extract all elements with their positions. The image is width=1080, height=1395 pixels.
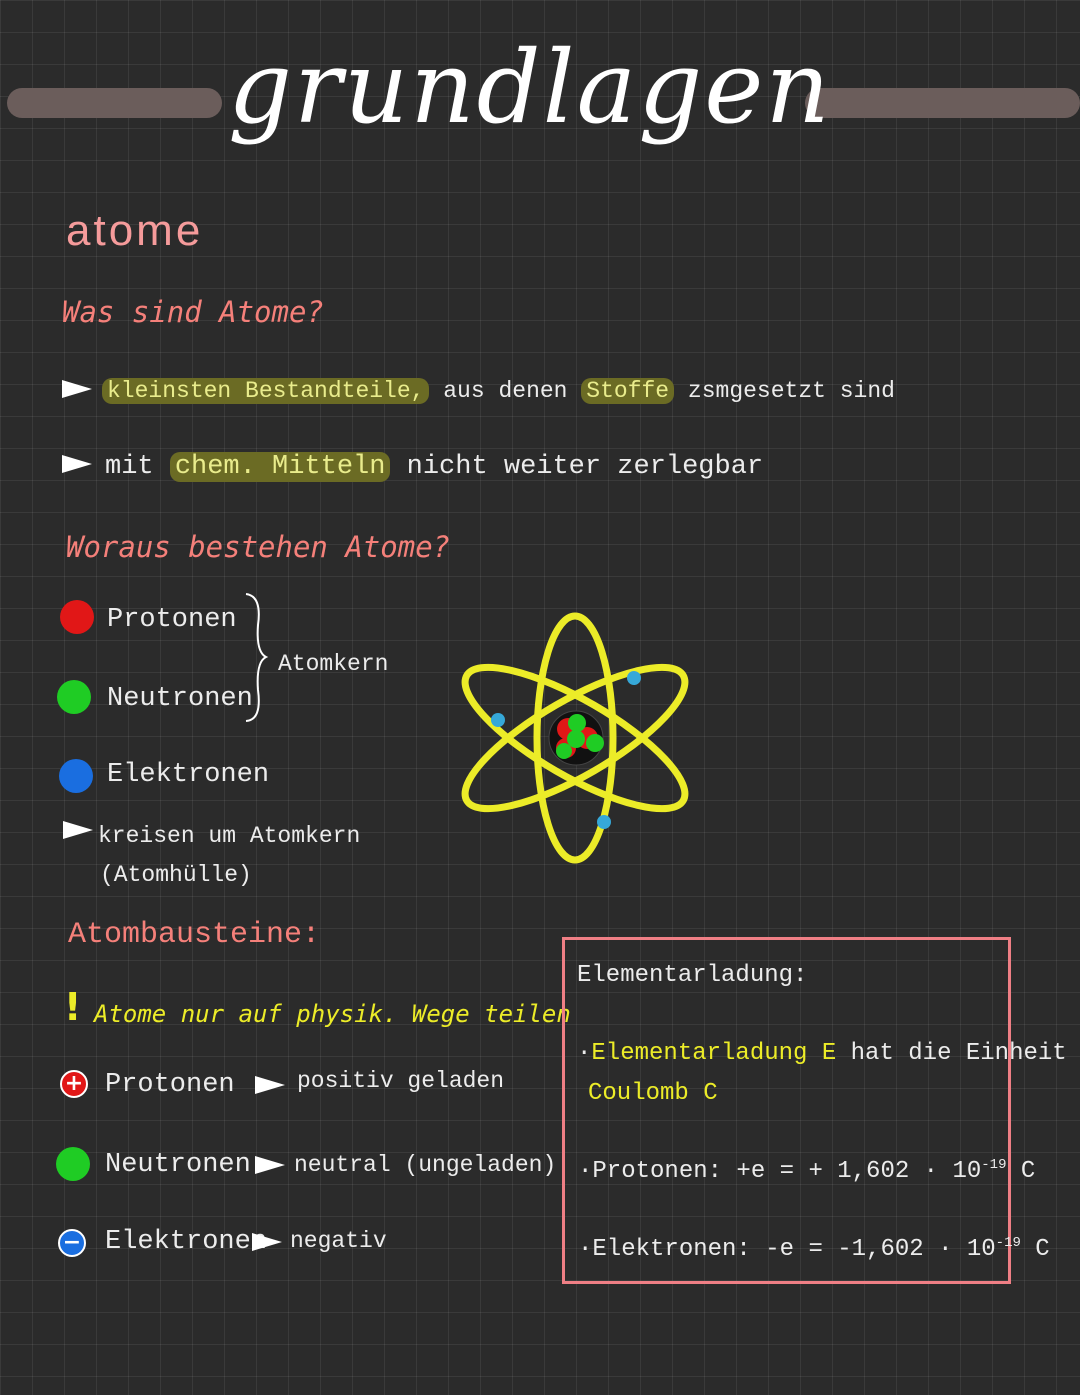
nucleus-neutron-1: [568, 714, 586, 732]
orbit-electron-1: [491, 713, 505, 727]
electron-charge-unit: C: [1020, 1236, 1050, 1263]
highlight-chem-mitteln: chem. Mitteln: [170, 452, 391, 482]
title-bar-left: [7, 88, 222, 118]
bullet-text-2: [105, 452, 763, 482]
highlight-bestandteile: kleinsten Bestandteile,: [102, 378, 429, 404]
label-protonen: Protonen: [107, 605, 237, 635]
proton-charge-exponent: -19: [981, 1157, 1007, 1173]
label-atomkern: Atomkern: [278, 651, 389, 677]
bullet-arrow-1: [62, 380, 92, 398]
text-mit: mit: [105, 452, 170, 482]
desc-negativ: negativ: [290, 1228, 387, 1254]
desc-neutral: neutral (ungeladen): [294, 1152, 557, 1178]
nucleus-neutron-3: [586, 734, 604, 752]
electron-dot: [59, 759, 93, 793]
box-line-1-highlight: Elementarladung E: [591, 1040, 837, 1067]
proton-charge-unit: C: [1006, 1158, 1036, 1185]
box-line-2: Coulomb C: [588, 1080, 718, 1107]
section-heading: atome: [66, 206, 204, 255]
bullet-arrow-3: [63, 821, 93, 839]
title-bar-right: [805, 88, 1080, 118]
plus-sign-icon: +: [60, 1070, 88, 1098]
bausteine-neutronen: Neutronen: [105, 1150, 251, 1180]
question-woraus-bestehen: Woraus bestehen Atome?: [66, 530, 451, 564]
curly-brace: [242, 590, 272, 725]
box-heading: Elementarladung:: [577, 962, 808, 989]
text-zsmgesetzt: zsmgesetzt sind: [674, 378, 895, 404]
box-electron-line: [578, 1235, 1050, 1263]
orbit-note-1: kreisen um Atomkern: [98, 823, 361, 849]
text-nicht-zerlegbar: nicht weiter zerlegbar: [390, 452, 764, 482]
box-line-1-end: hat die Einheit: [836, 1040, 1067, 1067]
orbit-electron-3: [597, 815, 611, 829]
bausteine-elektronen: Elektronen: [105, 1227, 268, 1257]
proton-charge-text: Protonen: +e = + 1,602 · 10: [592, 1158, 982, 1185]
box-bullet-2: ·: [578, 1158, 593, 1185]
elementarladung-box: [562, 937, 1011, 1284]
orbit-electron-2: [627, 671, 641, 685]
box-bullet-1: ·: [577, 1040, 592, 1067]
text-aus-denen: aus denen: [429, 378, 582, 404]
highlight-stoffe: Stoffe: [581, 378, 674, 404]
box-line-1: [577, 1040, 1067, 1067]
bullet-text-1: [102, 378, 895, 404]
question-was-sind-atome: Was sind Atome?: [62, 295, 324, 329]
heading-atombausteine: Atombausteine:: [68, 918, 321, 952]
neutron-dot-2: [56, 1147, 90, 1181]
label-elektronen: Elektronen: [107, 760, 270, 790]
nucleus-neutron-2: [567, 730, 585, 748]
bullet-arrow-2: [62, 455, 92, 473]
box-bullet-3: ·: [578, 1236, 593, 1263]
desc-positiv: positiv geladen: [297, 1068, 505, 1094]
nucleus-neutron-4: [556, 743, 572, 759]
orbit-note-2: (Atomhülle): [100, 862, 252, 888]
warning-text: Atome nur auf physik. Wege teilen: [94, 1000, 571, 1028]
arrow-protonen: [255, 1076, 285, 1094]
arrow-neutronen: [255, 1156, 285, 1174]
warning-mark: !: [64, 985, 82, 1029]
minus-sign-icon: −: [58, 1229, 86, 1257]
bausteine-protonen: Protonen: [105, 1070, 235, 1100]
box-proton-line: [578, 1157, 1035, 1185]
electron-charge-text: Elektronen: -e = -1,602 · 10: [592, 1236, 996, 1263]
atom-illustration: [450, 610, 700, 870]
page-title: grundlagen: [228, 29, 832, 146]
arrow-elektronen: [252, 1233, 282, 1251]
electron-charge-exponent: -19: [995, 1235, 1021, 1251]
label-neutronen: Neutronen: [107, 684, 253, 714]
neutron-dot: [57, 680, 91, 714]
proton-dot: [60, 600, 94, 634]
